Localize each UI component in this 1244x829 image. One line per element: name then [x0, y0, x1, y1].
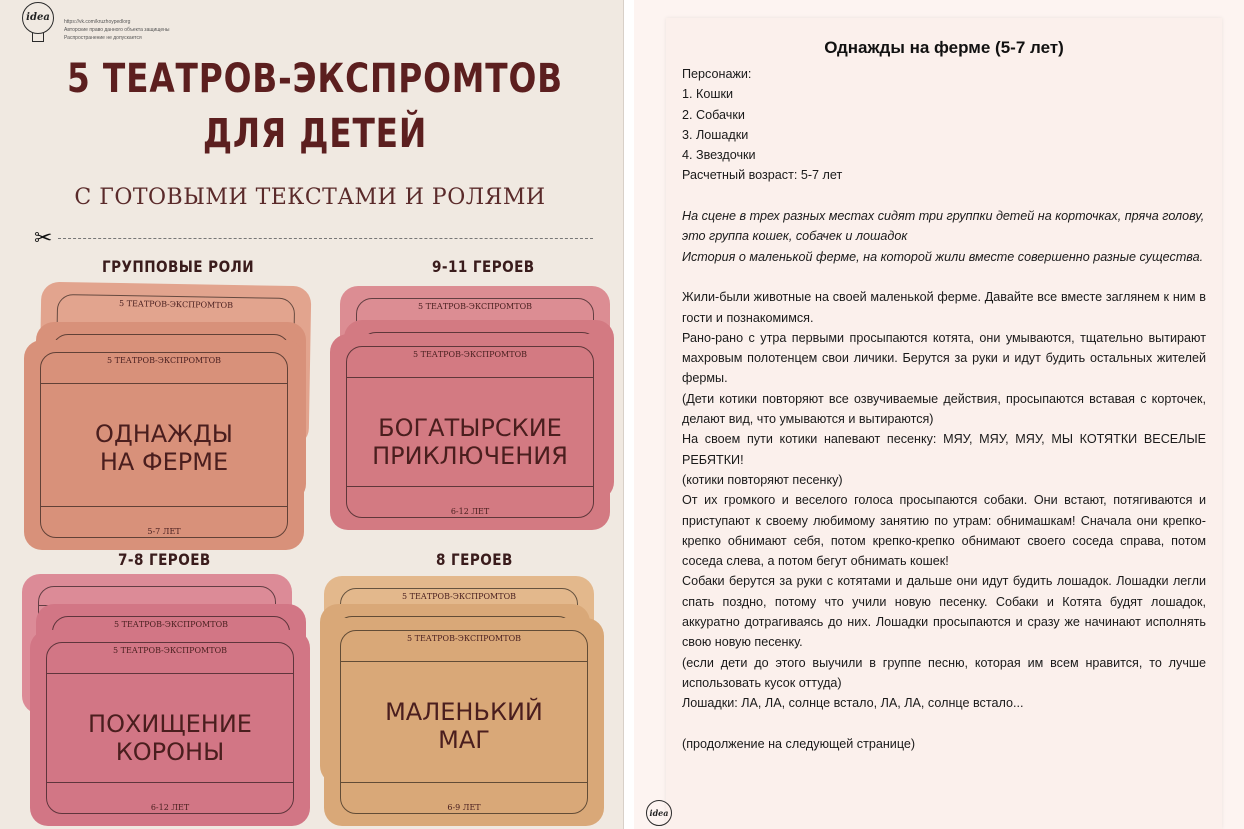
character-item: 1. Кошки	[682, 87, 733, 102]
group-label-9-11: 9-11 ГЕРОЕВ	[432, 257, 535, 276]
scissors-icon: ✂	[34, 225, 53, 250]
script-title: Однажды на ферме (5-7 лет)	[824, 38, 1064, 57]
paragraph: (котики повторяют песенку)	[682, 472, 843, 487]
character-item: 2. Собачки	[682, 107, 745, 122]
script-body	[682, 64, 1206, 754]
character-item: 3. Лошадки	[682, 127, 749, 142]
paragraph: (если дети до этого выучили в группе песню, которая им всем нравится, то лучше использовать кусок оттуда)	[682, 655, 1206, 690]
card-stack-farm[interactable]: 5 ТЕАТРОВ-ЭКСПРОМТОВ 5 ТЕАТРОВ-ЭКСПРОМТОВ ОДНАЖДЫ НА ФЕРМЕ 5-7 ЛЕТ	[22, 282, 312, 542]
lightbulb-icon: idea	[22, 2, 54, 34]
paragraph: На своем пути котики напевают песенку: МЯУ, МЯУ, МЯУ, МЫ КОТЯТКИ ВЕСЕЛЫЕ РЕБЯТКИ!	[682, 432, 1206, 467]
card-title: БОГАТЫРСКИЕ ПРИКЛЮЧЕНИЯ	[372, 414, 568, 470]
group-label-group-roles: ГРУППОВЫЕ РОЛИ	[102, 257, 255, 276]
card-title: МАЛЕНЬКИЙ МАГ	[385, 698, 543, 754]
story-intro: История о маленькой ферме, на которой жили вместе совершенно разные существа.	[682, 249, 1204, 264]
paragraph: Лошадки: ЛА, ЛА, солнце встало, ЛА, ЛА, солнце встало...	[682, 696, 1024, 711]
page-title: 5 ТЕАТРОВ-ЭКСПРОМТОВ ДЛЯ ДЕТЕЙ	[67, 56, 563, 157]
card-title: ПОХИЩЕНИЕ КОРОНЫ	[88, 710, 252, 766]
character-item: 4. Звездочки	[682, 148, 756, 163]
continued-note: (продолжение на следующей странице)	[682, 736, 916, 751]
script-page	[666, 18, 1222, 829]
paragraph: От их громкого и веселого голоса просыпаются собаки. Они встают, потягиваются и приступают к своему любимому занятию по утрам: обнимашкам! Сначала они крепко-крепко обнимают себя, потом крепко-крепко обнимают своего соседа справа, потом соседа слева, а потом бегут обнимать кошек!	[682, 493, 1206, 569]
stage-direction: На сцене в трех разных местах сидят три группки детей на корточках, пряча голову, это группа кошек, собачек и лошадок	[682, 209, 1205, 244]
paragraph: Рано-рано с утра первыми просыпаются котята, они умываются, тщательно вытирают махровым полотенцем свои личики. Берутся за руки и идут будить остальных жителей фермы.	[682, 330, 1206, 386]
idea-logo	[20, 2, 56, 44]
lightbulb-icon: idea	[646, 800, 672, 826]
card-stack-crown[interactable]: 5 ТЕАТРОВ-ЭКСПРОМТОВ 5 ТЕАТРОВ-ЭКСПРОМТОВ ПОХИЩЕНИЕ КОРОНЫ 6-12 ЛЕТ	[20, 574, 310, 829]
age-line: Расчетный возраст: 5-7 лет	[682, 168, 843, 183]
card-stack-bogatyr[interactable]: 5 ТЕАТРОВ-ЭКСПРОМТОВ 5 ТЕАТРОВ-ЭКСПРОМТОВ БОГАТЫРСКИЕ ПРИКЛЮЧЕНИЯ 6-12 ЛЕТ	[330, 282, 620, 542]
card-mage: 5 ТЕАТРОВ-ЭКСПРОМТОВ МАЛЕНЬКИЙ МАГ 6-9 ЛЕТ	[324, 618, 604, 826]
card-crown: 5 ТЕАТРОВ-ЭКСПРОМТОВ ПОХИЩЕНИЕ КОРОНЫ 6-12 ЛЕТ	[30, 630, 310, 826]
paragraph: (Дети котики повторяют все озвучиваемые действия, просыпаются вставая с корточек, делают вид, что умываются и вытираются)	[682, 391, 1206, 427]
group-label-7-8: 7-8 ГЕРОЕВ	[118, 550, 211, 569]
idea-logo-small	[644, 800, 674, 829]
copyright-notice: https://vk.com/kruzhoypedlorg Авторские право данного объекта защищены Распространение не допускается	[64, 19, 170, 41]
card-farm: 5 ТЕАТРОВ-ЭКСПРОМТОВ ОДНАЖДЫ НА ФЕРМЕ 5-7 ЛЕТ	[24, 340, 304, 550]
cut-line-divider	[58, 238, 593, 239]
characters-heading: Персонажи:	[682, 67, 752, 81]
card-title: ОДНАЖДЫ НА ФЕРМЕ	[95, 420, 233, 476]
card-stack-mage[interactable]: 5 ТЕАТРОВ-ЭКСПРОМТОВ 5 ТЕАТРОВ-ЭКСПРОМТОВ МАЛЕНЬКИЙ МАГ 6-9 ЛЕТ	[314, 574, 604, 829]
paragraph: Собаки берутся за руки с котятами и дальше они идут будить лошадок. Лошадки легли спать поздно, потому что учили новую песенку. Собаки и Котята будят лошадок, аккуратно дотрагиваясь до них. Лошадки просыпаются и сразу же начинают исполнять свою новую песенку.	[682, 574, 1206, 650]
group-label-8: 8 ГЕРОЕВ	[436, 550, 513, 569]
card-bogatyr: 5 ТЕАТРОВ-ЭКСПРОМТОВ БОГАТЫРСКИЕ ПРИКЛЮЧЕНИЯ 6-12 ЛЕТ	[330, 334, 610, 530]
paragraph: Жили-были животные на своей маленькой ферме. Давайте все вместе заглянем к ним в гости и познакомимся.	[682, 290, 1206, 325]
page-subtitle: С ГОТОВЫМИ ТЕКСТАМИ И РОЛЯМИ	[74, 185, 546, 210]
